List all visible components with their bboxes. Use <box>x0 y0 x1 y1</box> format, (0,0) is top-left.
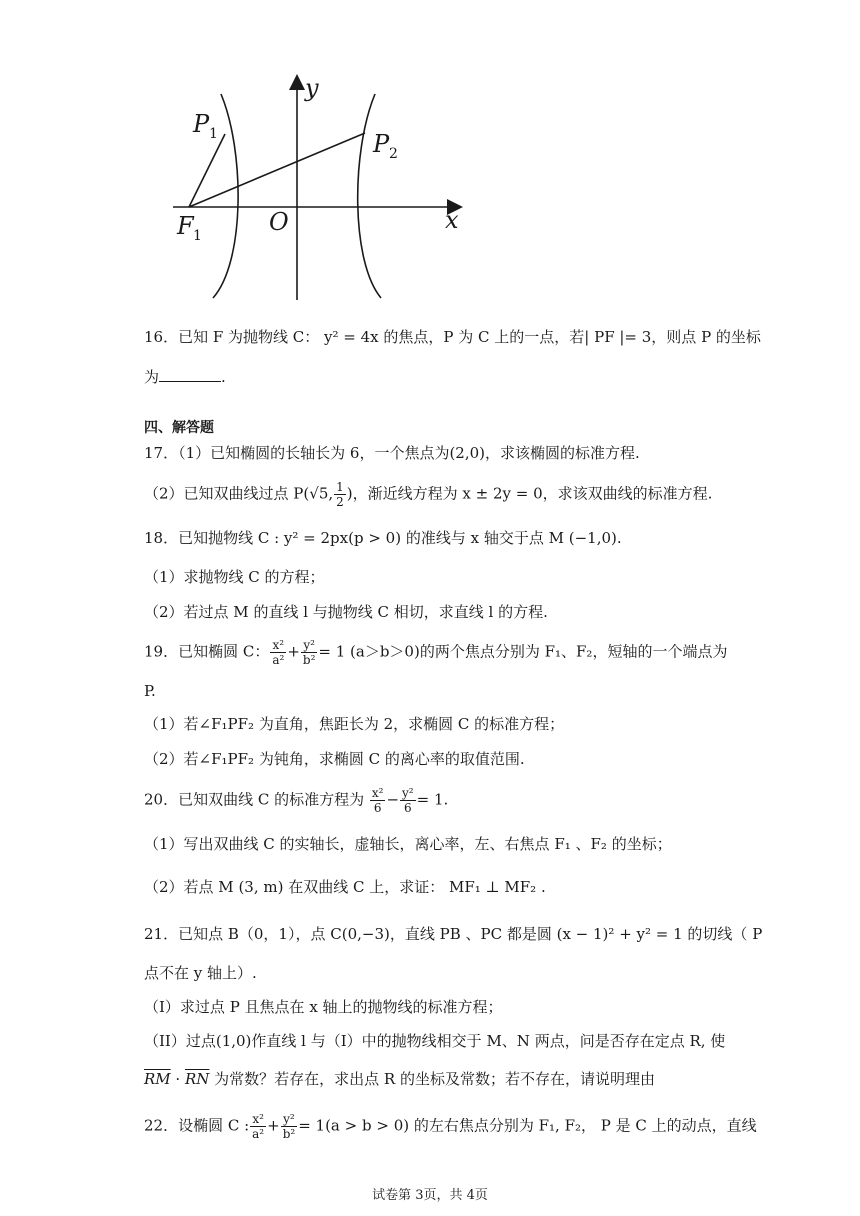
q22-stem-b: = 1(a > b > 0) 的左右焦点分别为 F₁, F₂， P 是 C 上的动点，直线 <box>298 1116 757 1135</box>
q19-stem <box>144 638 728 667</box>
q22-fy-den: b² <box>282 1127 296 1141</box>
q21-part1: （I）求过点 P 且焦点在 x 轴上的抛物线的标准方程； <box>144 998 503 1016</box>
q20-fx-num: x² <box>371 786 384 800</box>
q16-line1: 16．已知 F 为抛物线 C： y² = 4x 的焦点，P 为 C 上的一点，若| PF |= 3，则点 P 的坐标 <box>144 328 761 346</box>
q16-line2 <box>144 366 724 388</box>
q19-part1: （1）若∠F₁PF₂ 为直角，焦距长为 2，求椭圆 C 的标准方程； <box>144 715 565 733</box>
label-f1-sub: 1 <box>193 228 202 244</box>
q22-frac-x <box>250 1112 266 1141</box>
q22-stem-a: 22．设椭圆 C : <box>144 1116 250 1135</box>
answer-blank <box>159 367 221 382</box>
q21-stem-a: 21．已知点 B（0，1），点 C(0,−3)，直线 PB 、PC 都是圆 (x − 1)² + y² = 1 的切线（ P <box>144 925 763 943</box>
label-p2-sub: 2 <box>389 146 398 162</box>
q17-fraction <box>334 480 346 509</box>
q19-fy-num: y² <box>301 638 318 653</box>
q21-part2: （II）过点(1,0)作直线 l 与（I）中的抛物线相交于 M、N 两点，问是否存在定点 R, 使 <box>144 1032 726 1050</box>
q20-stem-b: = 1. <box>416 790 449 809</box>
q16-prefix: 为 <box>144 368 160 386</box>
label-x: x <box>445 206 459 234</box>
q19-frac-x <box>270 638 286 667</box>
q20-minus: − <box>386 790 400 809</box>
label-f1: F <box>177 212 194 240</box>
q19-stem-c: P. <box>144 682 156 700</box>
q22-fx-num: x² <box>250 1112 266 1127</box>
q18-part2: （2）若过点 M 的直线 l 与抛物线 C 相切，求直线 l 的方程. <box>144 603 548 621</box>
q22-frac-y <box>281 1112 298 1141</box>
label-p1-sub: 1 <box>209 126 218 142</box>
q17-part2-a: （2）已知双曲线过点 P(√5, <box>144 484 334 503</box>
q22-plus: + <box>267 1116 280 1135</box>
q20-stem <box>144 786 724 815</box>
hyperbola-figure <box>165 72 475 304</box>
q17-part2 <box>144 480 724 509</box>
q19-part2: （2）若∠F₁PF₂ 为钝角，求椭圆 C 的离心率的取值范围. <box>144 750 525 768</box>
q20-frac-y <box>400 786 416 815</box>
q17-part1: 17．（1）已知椭圆的长轴长为 6，一个焦点为(2,0)，求该椭圆的标准方程. <box>144 444 640 462</box>
q20-fx-den: 6 <box>373 801 382 815</box>
q19-fx-den: a² <box>272 653 285 667</box>
segment-f1-p2 <box>189 133 365 207</box>
q19-fy-den: b² <box>302 653 316 667</box>
q17-frac-den: 2 <box>336 495 344 509</box>
vector-rm: $\overline{RM}$ <box>144 1070 171 1088</box>
q21-part3-rest: 为常数？若存在，求出点 R 的坐标及常数；若不存在，请说明理由 <box>209 1070 655 1088</box>
label-y: y <box>305 74 319 102</box>
q21-stem-b: 点不在 y 轴上）. <box>144 964 257 982</box>
q20-fy-num: y² <box>402 786 414 800</box>
q22-fy-num: y² <box>281 1112 298 1127</box>
q19-frac-y <box>301 638 318 667</box>
vector-rn: $\overline{RN}$ <box>184 1070 210 1088</box>
q19-stem-b: = 1 (a＞b＞0)的两个焦点分别为 F₁、F₂，短轴的一个端点为 <box>318 642 728 661</box>
section-title: 四、解答题 <box>144 420 214 436</box>
page-footer: 试卷第 3页，共 4页 <box>372 1188 488 1203</box>
q17-frac-num: 1 <box>336 480 344 494</box>
q19-stem-a: 19．已知椭圆 C： <box>144 642 270 661</box>
label-origin: O <box>269 208 289 236</box>
segment-f1-p1 <box>189 134 225 207</box>
q20-stem-a: 20．已知双曲线 C 的标准方程为 <box>144 790 369 809</box>
q20-part2: （2）若点 M (3, m) 在双曲线 C 上，求证： MF₁ ⊥ MF₂ . <box>144 878 546 896</box>
q21-part3 <box>144 1068 724 1090</box>
label-p1: P <box>193 110 210 138</box>
q20-part1: （1）写出双曲线 C 的实轴长，虚轴长，离心率，左、右焦点 F₁ 、F₂ 的坐标； <box>144 835 672 853</box>
q17-part2-b: )，渐近线方程为 x ± 2y = 0，求该双曲线的标准方程. <box>346 484 713 503</box>
q20-frac-x <box>370 786 386 815</box>
q22-stem <box>144 1112 757 1141</box>
q18-part1: （1）求抛物线 C 的方程； <box>144 568 325 586</box>
q19-plus: + <box>287 642 300 661</box>
q20-fy-den: 6 <box>404 801 412 815</box>
q18-stem: 18．已知抛物线 C : y² = 2px(p > 0) 的准线与 x 轴交于点 M (−1,0). <box>144 529 622 547</box>
hyperbola-right-branch <box>358 94 381 298</box>
q16-suffix: . <box>221 368 226 386</box>
label-p2: P <box>373 130 390 158</box>
q19-fx-num: x² <box>270 638 286 653</box>
dot-operator: · <box>170 1070 185 1088</box>
q22-fx-den: a² <box>252 1127 265 1141</box>
